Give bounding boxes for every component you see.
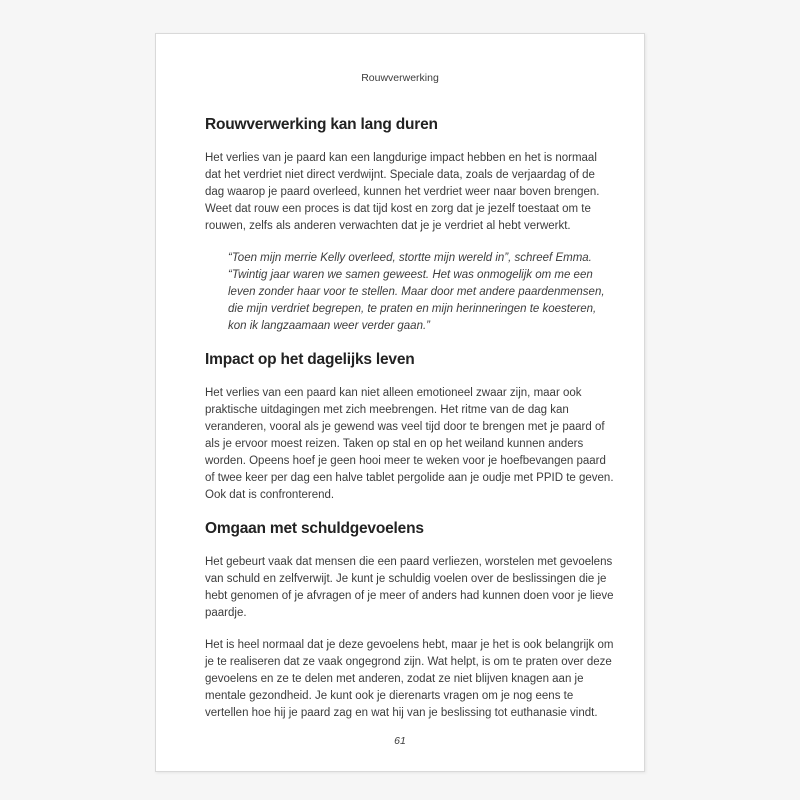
paragraph-coping-with-guilt: Het is heel normaal dat je deze gevoelens hebt, maar je het is ook belangrijk om je te realiseren dat ze vaak ongegrond zijn. Wat helpt, is om te praten over deze gevoelens en ze te delen met anderen, zodat ze niet blijven knagen aan je mentale gezondheid. Je kunt ook je dierenarts vragen om je nog eens te vertellen hoe hij je paard zag en wat hij van je beslissing tot euthanasie vindt.: [205, 639, 614, 719]
book-page: [155, 33, 645, 772]
paragraph-guilt-feelings: Het gebeurt vaak dat mensen die een paard verliezen, worstelen met gevoelens van schuld en zelfverwijt. Je kunt je schuldig voelen over de beslissingen die je hebt genomen of je afvragen of je meer of anders had kunnen doen voor je lieve paardje.: [205, 556, 614, 619]
page-content: [156, 115, 644, 722]
paragraph-daily-life-impact: Het verlies van een paard kan niet alleen emotioneel zwaar zijn, maar ook praktische uitdagingen met zich meebrengen. Het ritme van de dag kan veranderen, vooral als je gewend was veel tijd door te brengen met je paard of als je ervoor moest reizen. Taken op stal en op het weiland kunnen anders worden. Opeens hoef je geen hooi meer te weken voor je hoefbevangen paard of twee keer per dag een halve tablet pergolide aan je oudje met PPID te geven. Ook dat is confronterend.: [205, 387, 614, 501]
paragraph-grief-duration: Het verlies van je paard kan een langdurige impact hebben en het is normaal dat het verdriet niet direct verdwijnt. Speciale data, zoals de verjaardag of de dag waarop je paard overleed, kunnen het verdriet weer naar boven brengen. Weet dat rouw een proces is dat tijd kost en zorg dat je jezelf toestaat om te rouwen, zelfs als anderen verwachten dat je je verdriet al hebt verwerkt.: [205, 152, 600, 232]
section-heading-grief-can-last-long: Rouwverwerking kan lang duren: [205, 116, 438, 133]
section-heading-daily-life-impact: Impact op het dagelijks leven: [205, 351, 415, 368]
section-heading-guilt-feelings: Omgaan met schuldgevoelens: [205, 520, 424, 537]
page-number: 61: [394, 735, 406, 747]
running-head: Rouwverwerking: [361, 72, 439, 84]
testimonial-quote: “Toen mijn merrie Kelly overleed, stortte mijn wereld in”, schreef Emma. “Twintig jaar waren we samen geweest. Het was onmogelijk om me een leven zonder haar voor te stellen. Maar door met andere paardenmensen, die mijn verdriet begrepen, te praten en mijn herinneringen te koesteren, kon ik langzaamaan weer verder gaan.”: [228, 252, 605, 332]
